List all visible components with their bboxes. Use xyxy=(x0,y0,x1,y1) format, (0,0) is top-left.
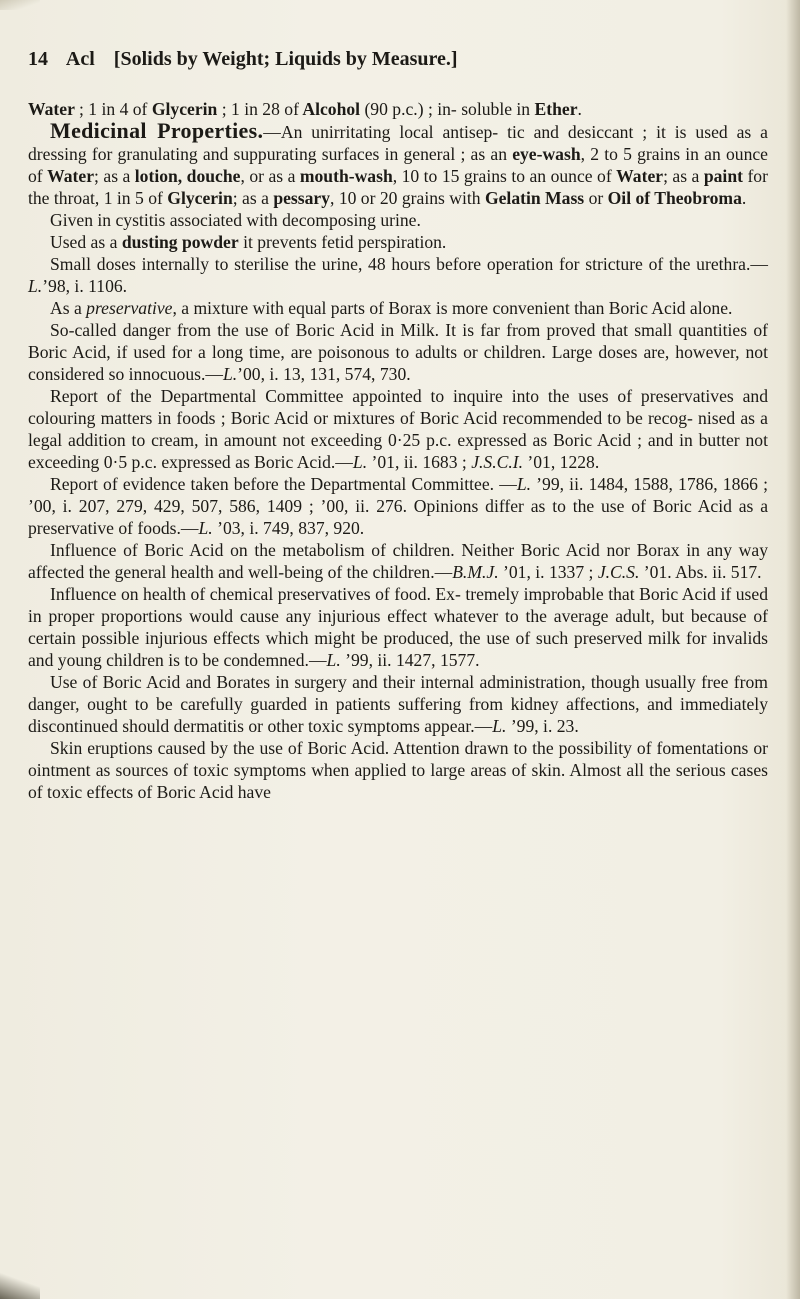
page-corner-fold xyxy=(0,1269,40,1299)
text-span: Water xyxy=(616,166,664,186)
citation-journal: L. xyxy=(516,474,531,494)
citation-journal: L. xyxy=(352,452,368,472)
text-span: Glycerin xyxy=(167,188,233,208)
paragraph-chemical-preservatives xyxy=(28,583,768,671)
text-span: Glycerin xyxy=(151,99,218,119)
text-span: ’99, ii. 1427, 1577. xyxy=(345,650,480,670)
paragraph-metabolism xyxy=(28,539,768,583)
text-span: or xyxy=(588,188,604,208)
paragraph-dusting-powder xyxy=(28,231,768,253)
text-span: ’99, ii. 1484, 1588, 1786, 1866 ; ’00, i. 207, 279, 429, 507, 586, 1409 ; ’00, ii. 276. Opinions differ as to the use of Boric Acid as a preservative of foods.— xyxy=(28,474,769,538)
text-span: lotion, douche xyxy=(134,166,241,186)
text-span: Influence on health of chemical preservatives of food. Ex- tremely improbable that Boric Acid if used in proper proportions would cause any injurious effect whatever to the average adult, but because of certain possible injurious effects which might be produced, the use of such preserved milk for invalids and young children is to be condemned.— xyxy=(28,584,768,670)
citation-journal: J.S.C.I. xyxy=(471,452,523,472)
text-span: ; 1 in 4 of xyxy=(79,99,148,119)
paragraph-small-doses xyxy=(28,253,768,297)
text-span: eye-wash xyxy=(512,144,581,164)
text-span: —An unirritating local antisep- tic and desiccant ; it is used as a dressing for granulating and suppurating surfaces in general ; as an xyxy=(28,122,768,164)
text-span: ; as a xyxy=(663,166,700,186)
paragraph-skin-eruptions: Skin eruptions caused by the use of Boric Acid. Attention drawn to the possibility of fomentations or ointment as sources of toxic symptoms when applied to large areas of skin. Almost all the serious cases of toxic effects of Boric Acid have xyxy=(28,738,768,802)
text-span: for the throat, 1 in 5 of xyxy=(28,166,768,208)
text-span: , 10 or 20 grains with xyxy=(330,188,481,208)
text-span: ; as a xyxy=(232,188,269,208)
text-span: ’01, ii. 1683 ; xyxy=(371,452,467,472)
text-span: dusting powder xyxy=(121,232,239,252)
text-span: ’03, i. 749, 837, 920. xyxy=(217,518,365,538)
text-span: Ether xyxy=(534,99,578,119)
paragraph-milk xyxy=(28,319,768,385)
text-span: Report of evidence taken before the Departmental Committee. — xyxy=(50,474,517,494)
text-span: , 10 to 15 grains to an ounce of xyxy=(392,166,612,186)
text-span: Influence of Boric Acid on the metabolism of children. Neither Boric Acid nor Borax in any way affected the general health and well-being of the children.— xyxy=(28,540,768,582)
text-span: Oil of Theobroma xyxy=(607,188,742,208)
citation-journal: L. xyxy=(326,650,341,670)
text-span: So-called danger from the use of Boric Acid in Milk. It is far from proved that small quantities of Boric Acid, if used for a long time, are poisonous to adults or children. Large doses are, however, not considered so innocuous.— xyxy=(28,320,768,384)
section-heading: Medicinal Properties. xyxy=(50,118,264,143)
text-span: Water xyxy=(47,166,95,186)
text-span: pessary xyxy=(273,188,331,208)
text-span: ’00, i. 13, 131, 574, 730. xyxy=(237,364,411,384)
citation-journal: L. xyxy=(222,364,238,384)
text-span: ’98, i. 1106. xyxy=(42,276,128,296)
running-title: [Solids by Weight; Liquids by Measure.] xyxy=(113,48,458,70)
text-span: , a mixture with equal parts of Borax is more convenient than Boric Acid alone. xyxy=(172,298,733,318)
text-span: Small doses internally to sterilise the urine, 48 hours before operation for stricture of the urethra.— xyxy=(50,254,768,274)
text-span: . xyxy=(741,188,747,208)
text-span: ’99, i. 23. xyxy=(510,716,579,736)
text-span: ’01. Abs. ii. 517. xyxy=(643,562,762,582)
paragraph-preservative xyxy=(28,297,768,319)
citation-journal: J.C.S. xyxy=(597,562,640,582)
entry-abbreviation: Acl xyxy=(65,48,95,70)
text-span: Gelatin Mass xyxy=(484,188,585,208)
text-span: ; 1 in 28 of xyxy=(221,99,299,119)
paragraph-report-committee xyxy=(28,385,768,473)
text-span: (90 p.c.) ; in- soluble in xyxy=(364,99,531,119)
text-span: paint xyxy=(703,166,743,186)
paragraph-report-evidence xyxy=(28,473,768,539)
paragraph-medicinal-properties xyxy=(28,120,768,209)
text-span: , or as a xyxy=(240,166,296,186)
text-span: , 2 to 5 grains in an ounce of xyxy=(28,144,768,186)
citation-journal: L. xyxy=(28,276,43,296)
text-span: As a xyxy=(50,298,82,318)
running-header xyxy=(28,48,748,71)
text-span: Use of Boric Acid and Borates in surgery and their internal administration, though usually free from danger, ought to be carefully guarded in patients suffering from kidney affections, and immediately discontinued should dermatitis or other toxic symptoms appear.— xyxy=(28,672,768,736)
page-edge-shadow xyxy=(786,0,800,1299)
citation-journal: L. xyxy=(198,518,213,538)
text-span: Water xyxy=(28,99,75,119)
page-body xyxy=(28,98,768,803)
citation-journal: L. xyxy=(492,716,507,736)
text-span: preservative xyxy=(86,298,173,318)
paragraph-surgery xyxy=(28,671,768,737)
citation-journal: B.M.J. xyxy=(452,562,499,582)
text-span: Alcohol xyxy=(302,99,361,119)
text-span: . xyxy=(577,99,582,119)
text-span: ’01, i. 1337 ; xyxy=(503,562,594,582)
text-span: Used as a xyxy=(50,232,118,252)
paragraph-solubility xyxy=(28,98,768,120)
text-span: Report of the Departmental Committee appointed to inquire into the uses of preservatives and colouring matters in foods ; Boric Acid or mixtures of Boric Acid recommended to be recog- nised as a legal addition to cream, in amount not exceeding 0·25 p.c. expressed as Boric Acid ; and in butter not exceeding 0·5 p.c. expressed as Boric Acid.— xyxy=(28,386,768,472)
text-span: ’01, 1228. xyxy=(527,452,600,472)
paragraph-cystitis: Given in cystitis associated with decomposing urine. xyxy=(50,210,421,230)
text-span: it prevents fetid perspiration. xyxy=(243,232,447,252)
page-number: 14 xyxy=(28,48,48,70)
page-corner-shadow xyxy=(0,0,40,10)
text-span: mouth-wash xyxy=(299,166,393,186)
text-span: ; as a xyxy=(94,166,131,186)
